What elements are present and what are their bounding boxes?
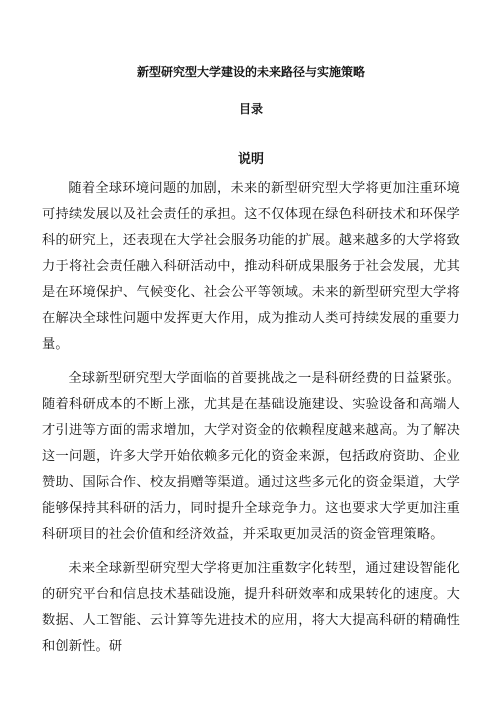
document-title: 新型研究型大学建设的未来路径与实施策略 (136, 65, 365, 79)
section-heading-description: 说明 (237, 152, 264, 167)
body-paragraph-3: 未来全球新型研究型大学将更加注重数字化转型，通过建设智能化的研究平台和信息技术基础设施，提升科研效率和成果转化的速度。大数据、人工智能、云计算等先进技术的应用，将大大提高科研的精确性和创新性。研 (42, 561, 460, 654)
table-of-contents-heading: 目录 (238, 102, 263, 116)
body-paragraph-2: 全球新型研究型大学面临的首要挑战之一是科研经费的日益紧张。随着科研成本的不断上涨，尤其是在基础设施建设、实验设备和高端人才引进等方面的需求增加，大学对资金的依赖程度越来越高。为了解决这一问题，许多大学开始依赖多元化的资金来源，包括政府资助、企业赞助、国际合作、校友捐赠等渠道。通过这些多元化的资金渠道，大学能够保持其科研的活力，同时提升全球竞争力。这也要求大学更加注重科研项目的社会价值和经济效益，并采取更加灵活的资金管理策略。 (42, 371, 460, 542)
body-paragraph-1: 随着全球环境问题的加剧，未来的新型研究型大学将更加注重环境可持续发展以及社会责任的承担。这不仅体现在绿色科研技术和环保学科的研究上，还表现在大学社会服务功能的扩展。越来越多的大学将致力于将社会责任融入科研活动中，推动科研成果服务于社会发展，尤其是在环境保护、气候变化、社会公平等领域。未来的新型研究型大学将在解决全球性问题中发挥更大作用，成为推动人类可持续发展的重要力量。 (42, 181, 460, 352)
